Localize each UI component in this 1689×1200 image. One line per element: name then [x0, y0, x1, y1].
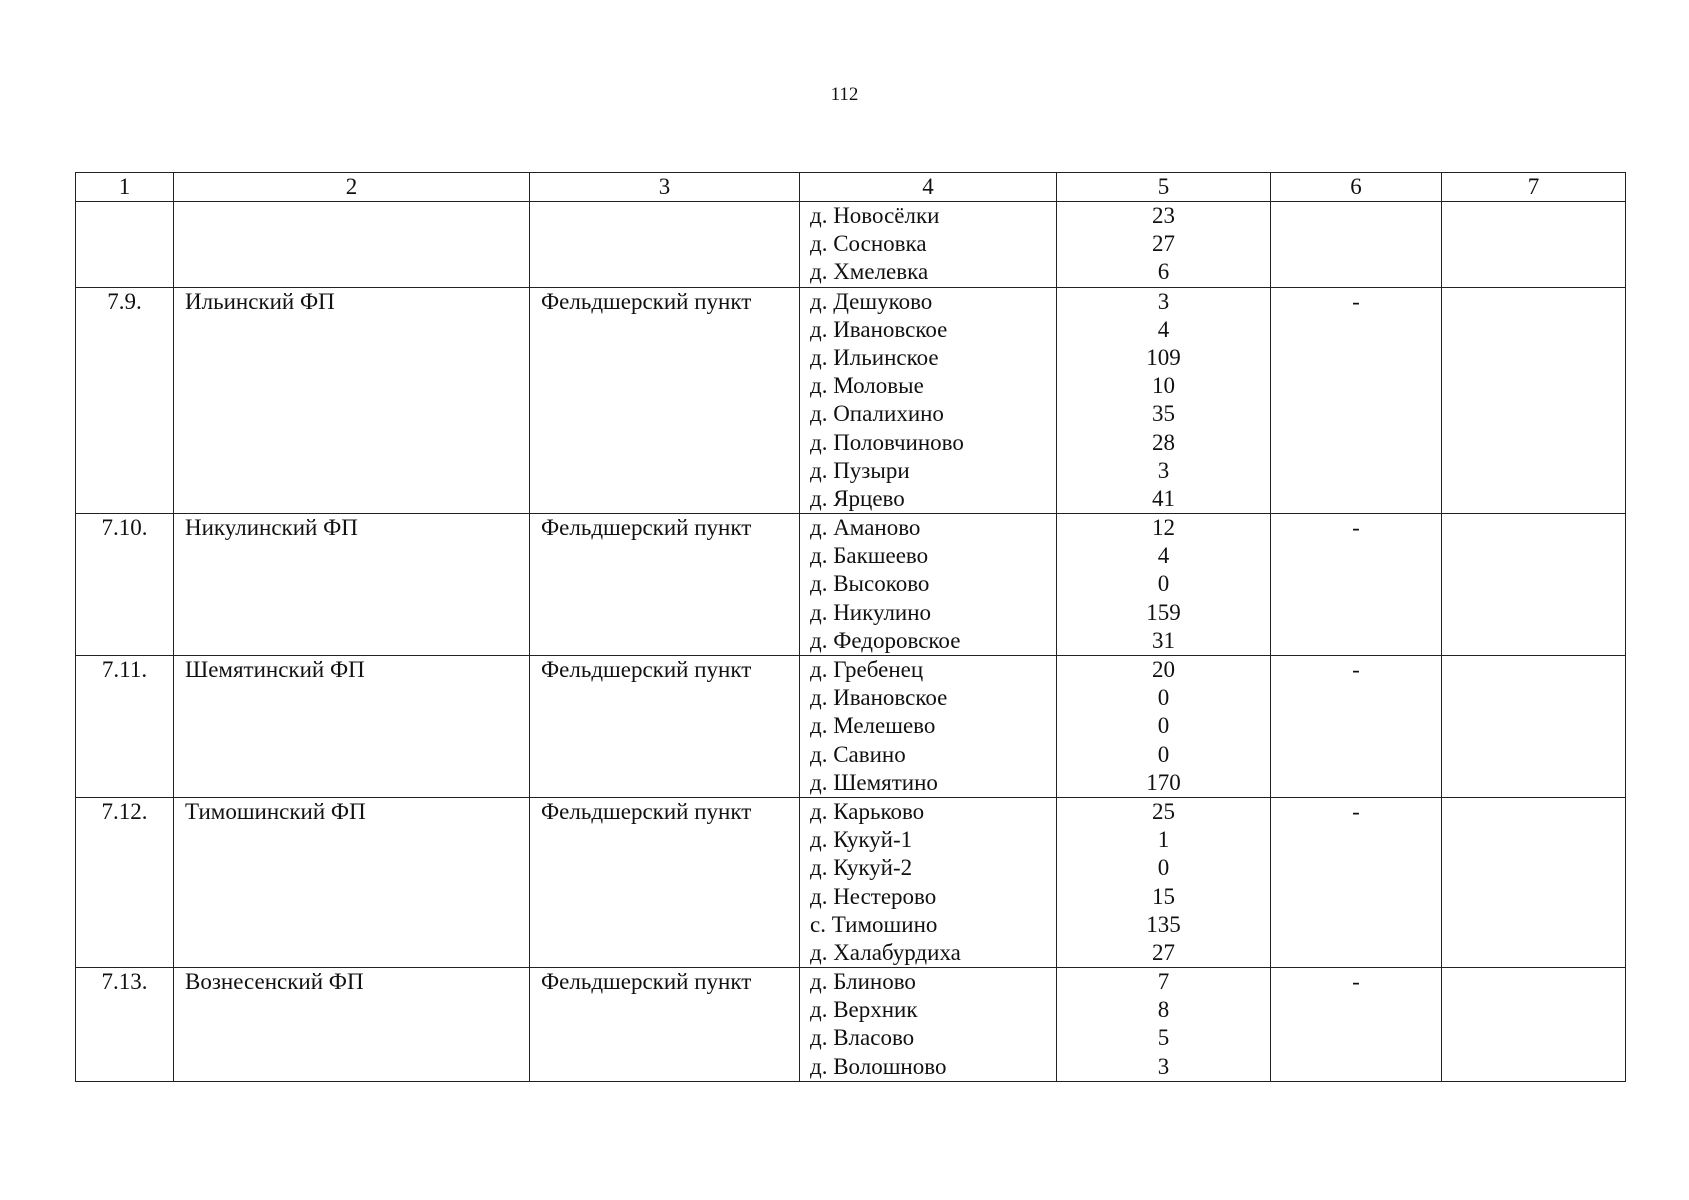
facility-type-cell: Фельдшерский пункт: [530, 656, 800, 798]
locality-count: 28: [1152, 429, 1175, 455]
locality-count: 4: [1157, 543, 1170, 569]
locality-count: 41: [1152, 485, 1175, 511]
header-cell: 2: [174, 173, 530, 202]
locality-name: д. Аманово: [810, 515, 921, 541]
header-cell: 5: [1057, 173, 1271, 202]
locality-name: д. Карьково: [810, 798, 925, 824]
column-6-cell: -: [1271, 514, 1442, 656]
column-6-cell: -: [1271, 656, 1442, 798]
column-7-cell: [1442, 656, 1626, 798]
locality-count: 20: [1152, 657, 1175, 682]
locality-name: д. Дешуково: [810, 288, 933, 314]
row-number-cell: 7.12.: [76, 797, 174, 967]
locality-count: 12: [1152, 515, 1175, 541]
locality-count: 27: [1152, 939, 1175, 965]
locality-name: с. Тимошино: [810, 911, 938, 937]
locality-name: д. Савино: [810, 741, 906, 767]
row-number-cell: 7.13.: [76, 968, 174, 1082]
column-7-cell: [1442, 202, 1626, 288]
row-number-cell: 7.10.: [76, 514, 174, 656]
locality-count: 25: [1152, 798, 1175, 824]
locality-count: 135: [1146, 911, 1181, 937]
locality-name: д. Халабурдиха: [810, 939, 961, 965]
locality-count: 15: [1152, 883, 1175, 909]
column-7-cell: [1442, 968, 1626, 1082]
header-cell: 4: [800, 173, 1057, 202]
facility-type-cell: Фельдшерский пункт: [530, 514, 800, 656]
locality-count: 3: [1157, 288, 1170, 314]
table-row: [76, 656, 1626, 798]
locality-count: 109: [1146, 344, 1181, 370]
table-row: [76, 968, 1626, 1082]
row-number-cell: 7.11.: [76, 656, 174, 798]
locality-count: 8: [1157, 997, 1170, 1023]
locality-count: 35: [1152, 401, 1175, 427]
facility-name-cell: Ильинский ФП: [174, 287, 530, 514]
header-row: [76, 173, 1626, 202]
locality-count: 0: [1157, 713, 1170, 739]
locality-name: д. Моловые: [810, 373, 924, 399]
locality-count: 0: [1157, 855, 1170, 881]
facility-type-cell: Фельдшерский пункт: [530, 968, 800, 1082]
locality-count: 1: [1157, 827, 1170, 853]
locality-count: 6: [1157, 259, 1170, 285]
locality-count: 31: [1152, 627, 1175, 653]
population-cell: [1057, 202, 1271, 288]
table-body: [76, 202, 1626, 1082]
locality-cell: [800, 287, 1057, 514]
locality-count: 0: [1157, 685, 1170, 711]
locality-name: д. Хмелевка: [810, 259, 929, 285]
facility-name-cell: Тимошинский ФП: [174, 797, 530, 967]
locality-name: д. Новосёлки: [810, 203, 940, 228]
locality-count: 0: [1157, 741, 1170, 767]
locality-count: 5: [1157, 1025, 1170, 1051]
locality-name: д. Сосновка: [810, 231, 927, 257]
page-number: 112: [830, 84, 859, 105]
locality-cell: [800, 797, 1057, 967]
row-number-cell: [76, 202, 174, 288]
locality-name: д. Ярцево: [810, 485, 905, 511]
locality-name: д. Шемятино: [810, 769, 938, 795]
locality-name: д. Бакшеево: [810, 543, 929, 569]
locality-name: д. Федоровское: [810, 627, 961, 653]
locality-name: д. Верхник: [810, 997, 918, 1023]
locality-count: 3: [1157, 457, 1170, 483]
header-cell: 1: [76, 173, 174, 202]
population-cell: [1057, 514, 1271, 656]
facility-name-cell: Никулинский ФП: [174, 514, 530, 656]
population-cell: [1057, 968, 1271, 1082]
facilities-table: [75, 172, 1626, 1082]
locality-name: д. Гребенец: [810, 657, 924, 682]
table-row: [76, 514, 1626, 656]
table-row: [76, 202, 1626, 288]
population-cell: [1057, 797, 1271, 967]
column-7-cell: [1442, 514, 1626, 656]
population-cell: [1057, 656, 1271, 798]
locality-name: д. Волошново: [810, 1053, 947, 1079]
facility-name-cell: [174, 202, 530, 288]
facility-type-cell: Фельдшерский пункт: [530, 797, 800, 967]
locality-name: д. Пузыри: [810, 457, 910, 483]
population-cell: [1057, 287, 1271, 514]
locality-cell: [800, 202, 1057, 288]
locality-count: 0: [1157, 571, 1170, 597]
locality-name: д. Нестерово: [810, 883, 937, 909]
locality-count: 4: [1157, 316, 1170, 342]
header-cell: 7: [1442, 173, 1626, 202]
locality-count: 159: [1146, 599, 1181, 625]
column-7-cell: [1442, 797, 1626, 967]
locality-name: д. Никулино: [810, 599, 932, 625]
locality-count: 27: [1152, 231, 1175, 257]
locality-count: 23: [1152, 203, 1175, 228]
row-number-cell: 7.9.: [76, 287, 174, 514]
locality-name: д. Ивановское: [810, 316, 948, 342]
column-6-cell: -: [1271, 797, 1442, 967]
locality-count: 7: [1157, 969, 1170, 995]
column-6-cell: -: [1271, 968, 1442, 1082]
column-6-cell: -: [1271, 287, 1442, 514]
column-7-cell: [1442, 287, 1626, 514]
locality-name: д. Кукуй-2: [810, 855, 913, 881]
locality-name: д. Ильинское: [810, 344, 939, 370]
locality-cell: [800, 514, 1057, 656]
locality-name: д. Мелешево: [810, 713, 936, 739]
locality-name: д. Опалихино: [810, 401, 944, 427]
header-cell: 6: [1271, 173, 1442, 202]
locality-cell: [800, 656, 1057, 798]
locality-name: д. Власово: [810, 1025, 915, 1051]
locality-count: 3: [1157, 1053, 1170, 1079]
locality-cell: [800, 968, 1057, 1082]
locality-name: д. Высоково: [810, 571, 930, 597]
facility-type-cell: [530, 202, 800, 288]
header-cell: 3: [530, 173, 800, 202]
table-row: [76, 287, 1626, 514]
facility-name-cell: Вознесенский ФП: [174, 968, 530, 1082]
locality-name: д. Блиново: [810, 969, 916, 995]
facility-name-cell: Шемятинский ФП: [174, 656, 530, 798]
locality-count: 10: [1152, 373, 1175, 399]
table-row: [76, 797, 1626, 967]
facility-type-cell: Фельдшерский пункт: [530, 287, 800, 514]
locality-count: 170: [1146, 769, 1181, 795]
locality-name: д. Кукуй-1: [810, 827, 913, 853]
column-6-cell: [1271, 202, 1442, 288]
locality-name: д. Ивановское: [810, 685, 948, 711]
locality-name: д. Половчиново: [810, 429, 964, 455]
